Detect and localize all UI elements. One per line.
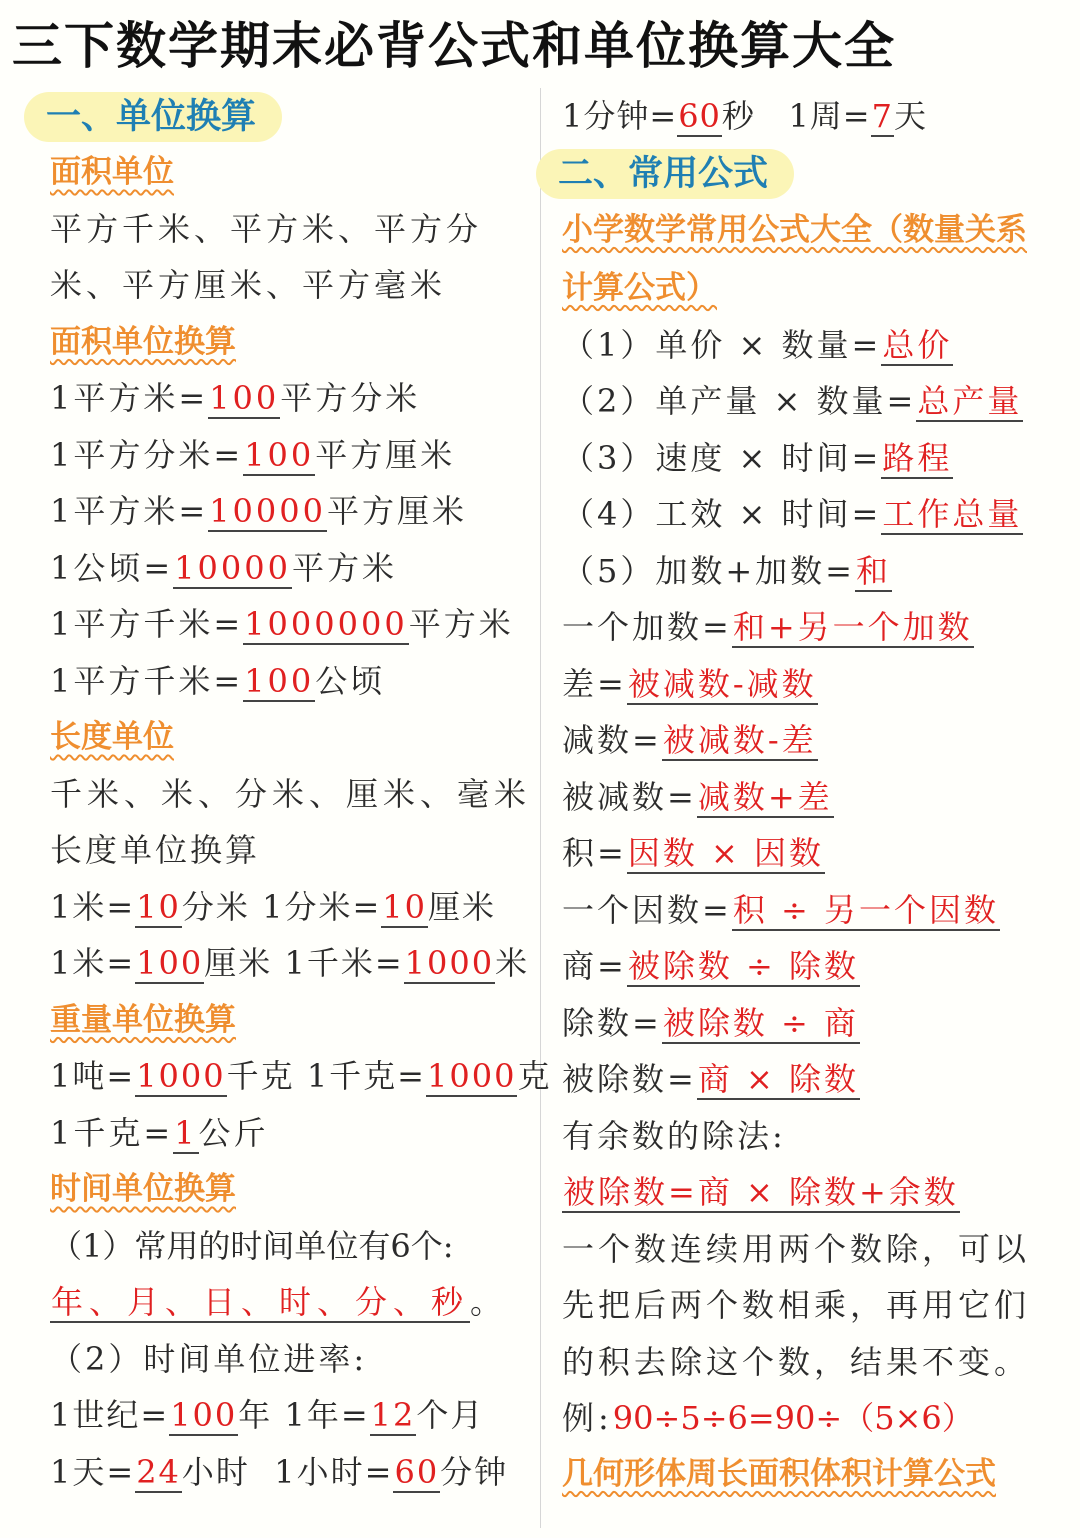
formula-answer: 商 × 除数 — [697, 1060, 859, 1098]
formula-row: （5）加数+加数=和 — [562, 551, 892, 590]
formula-row: 减数=被减数-差 — [562, 721, 817, 759]
conversion-row: 1平方分米=100平方厘米 — [50, 435, 456, 474]
remainder-row — [562, 1164, 1067, 1221]
answer: 1000 — [136, 1057, 226, 1095]
time-item-2: （2）时间单位进率: — [50, 1339, 368, 1378]
right-column — [558, 88, 1067, 1497]
formula-row: 一个因数=积 ÷ 另一个因数 — [562, 890, 999, 929]
formula-row: （4）工效 × 时间=工作总量 — [562, 495, 1023, 533]
formula-answer: 和+另一个加数 — [732, 608, 973, 646]
answer: 100 — [209, 379, 280, 417]
formula-answer: 总产量 — [917, 382, 1023, 420]
formula-row: 商=被除数 ÷ 除数 — [562, 947, 859, 985]
conversion-row: 1平方千米=1000000平方米 — [50, 605, 514, 643]
formula-answer: 被减数-减数 — [627, 664, 817, 703]
answer: 10000 — [174, 548, 291, 587]
formula-row: 被减数=减数+差 — [562, 777, 833, 816]
area-units-text: 平方千米、平方米、平方分米、平方厘米、平方毫米 — [50, 209, 483, 304]
conversion-row: 1公顷=10000平方米 — [50, 548, 397, 587]
conversion-row: 1米=10分米 1分米=10厘米 — [50, 887, 497, 926]
answer: 60 — [678, 97, 721, 135]
length-conversion-list — [50, 879, 535, 992]
section-header-common-formulas: 二、常用公式 — [536, 149, 794, 199]
time-units-row: 年、月、日、时、分、秒。 — [51, 1283, 509, 1321]
conversion-row: 1天=24小时 1小时=60分钟 — [50, 1452, 509, 1491]
remainder-label: 有余数的除法: — [562, 1116, 786, 1155]
length-units-text: 千米、米、分米、厘米、毫米 — [50, 774, 532, 813]
conversion-row: 1米=100厘米 1千米=1000米 — [50, 944, 530, 982]
page-title: 三下数学期末必背公式和单位换算大全 — [12, 17, 896, 75]
answer: 12 — [370, 1396, 416, 1434]
formula-answer: 被除数 ÷ 商 — [662, 1003, 859, 1042]
continuous-division-text: 一个数连续用两个数除，可以先把后两个数相乘，再用它们的积去除这个数，结果不变。例:90÷5÷6=90÷（5×6） — [562, 1229, 1031, 1437]
length-units-heading: 长度单位 — [50, 719, 174, 755]
answer: 100 — [244, 661, 315, 700]
formula-answer: 被除数 ÷ 除数 — [627, 947, 859, 985]
answer: 10000 — [209, 492, 326, 530]
section-header-unit-conversion: 一、单位换算 — [24, 92, 282, 142]
answer: 10 — [136, 887, 181, 926]
formula-heading: 小学数学常用公式大全（数量关系计算公式） — [562, 211, 1027, 306]
formula-row: 积=因数 × 因数 — [562, 834, 824, 872]
conversion-row: 1平方米=100平方分米 — [50, 379, 421, 417]
formula-answer: 被减数-差 — [662, 721, 817, 759]
formula-answer: 积 ÷ 另一个因数 — [732, 890, 999, 929]
formula-answer: 和 — [856, 551, 892, 590]
conversion-row: 1千克=1公斤 — [50, 1113, 269, 1152]
time-units: 年、月、日、时、分、秒 — [51, 1283, 470, 1321]
continuous-example: 90÷5÷6=90÷（5×6） — [612, 1399, 974, 1437]
length-conversion-label: 长度单位换算 — [50, 831, 261, 869]
area-conversion-heading: 面积单位换算 — [50, 323, 236, 360]
formula-row: （1）单价 × 数量=总价 — [562, 325, 953, 364]
weight-conversion-heading: 重量单位换算 — [50, 1001, 236, 1038]
formula-answer: 路程 — [882, 438, 953, 477]
answer: 60 — [394, 1452, 440, 1491]
formula-answer: 减数+差 — [697, 777, 833, 816]
answer: 24 — [136, 1452, 181, 1491]
answer: 1000000 — [244, 605, 408, 643]
answer: 1000 — [404, 944, 495, 982]
answer: 100 — [136, 944, 204, 982]
weight-conversion-list — [50, 1048, 552, 1105]
conversion-row: 1世纪=100年 1年=12个月 — [50, 1396, 485, 1434]
column-divider — [540, 88, 541, 1528]
formula-answer: 总价 — [882, 325, 953, 364]
answer: 100 — [244, 435, 315, 474]
time-conversion-list — [50, 1387, 535, 1500]
time-conversion-heading: 时间单位换算 — [50, 1171, 236, 1207]
formula-answer: 因数 × 因数 — [627, 834, 824, 872]
conversion-row: 1平方千米=100公顷 — [50, 661, 386, 700]
formula-row: （3）速度 × 时间=路程 — [562, 438, 953, 477]
formula-row: 除数=被除数 ÷ 商 — [562, 1003, 859, 1042]
answer: 1 — [174, 1113, 198, 1152]
conversion-row: 1分钟=60秒 1周=7天 — [562, 97, 927, 135]
time-item-1: （1）常用的时间单位有6个: — [50, 1226, 454, 1265]
left-column — [46, 88, 552, 1500]
formula-row: 一个加数=和+另一个加数 — [562, 608, 973, 646]
formula-answer: 工作总量 — [882, 495, 1023, 533]
formula-list — [562, 317, 1067, 1108]
answer: 1000 — [427, 1057, 517, 1095]
answer: 10 — [382, 887, 427, 926]
answer: 100 — [170, 1396, 238, 1434]
formula-row: 差=被减数-减数 — [562, 664, 817, 703]
conversion-row: 1平方米=10000平方厘米 — [50, 492, 467, 530]
area-conversion-list — [50, 370, 535, 709]
area-units-heading: 面积单位 — [50, 154, 174, 190]
geometry-heading: 几何形体周长面积体积计算公式 — [562, 1455, 996, 1492]
formula-row: （2）单产量 × 数量=总产量 — [562, 382, 1023, 420]
remainder-formula: 被除数=商 × 除数+余数 — [563, 1173, 959, 1211]
formula-row: 被除数=商 × 除数 — [562, 1060, 859, 1098]
answer: 7 — [871, 97, 893, 135]
conversion-row: 1吨=1000千克 1千克=1000克 — [50, 1057, 552, 1095]
